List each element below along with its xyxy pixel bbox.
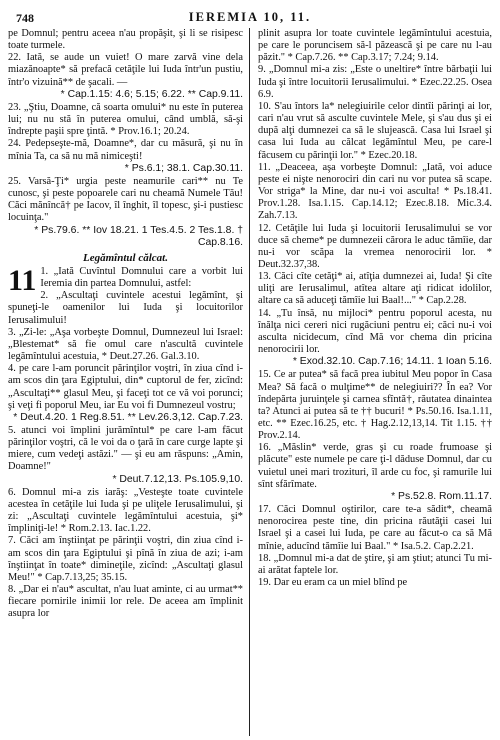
verse-paragraph: 14. „Tu însă, nu mijloci* pentru poporul acesta, nu înălţa nici cereri nici rugăciuni pentru ei; căci nu-i voi asculta nicidecum, cînd Mă vor chema din pricina nenorocirii lor. bbox=[258, 307, 492, 356]
verse-paragraph: 12. Cetăţile lui Iuda şi locuitorii Ierusalimului se vor duce să cheme* pe dumnezeii cărora le aduc tămîie, dar nu-i vor scăpa la vremea nenorocirii lor. * Deut.32.37,38. bbox=[258, 222, 492, 270]
verse-paragraph: 8. „Dar ei n'au* ascultat, n'au luat aminte, ci au urmat** fiecare pornirile inimii lor rele. De aceea am împlinit asupra lor bbox=[8, 584, 243, 620]
verse-paragraph: 10. S'au întors la* nelegiuirile celor dintîi părinţi ai lor, cari n'au vrut să asculte cuvintele Mele, şi s'au dus şi ei după alţi dumnezei ca să le slujească. Casa lui Israel şi casa lui Iuda au călcat legămîntul Meu, pe care-l făcusem cu părinţii lor." * Ezec.20.18. bbox=[258, 100, 492, 161]
cross-reference: * Deut.7.12,13. Ps.105.9,10. bbox=[112, 473, 243, 485]
chapter-number: 11 bbox=[8, 263, 37, 297]
page-header bbox=[10, 10, 490, 26]
verse-paragraph: 24. Pedepseşte-mă, Doamne*, dar cu măsură, şi nu în mînia Ta, ca să nu mă nimiceşti! bbox=[8, 138, 243, 162]
right-column bbox=[250, 28, 492, 736]
verse-paragraph: 7. Căci am înştiinţat pe părinţii voştri, din ziua cînd i-am scos din ţara Egiptului şi pînă în ziua de azi; i-am înştiinţat în toate* dimineţile, zicînd: „Ascultaţi glasul Meu!" * Cap.7.13,25; 35.15. bbox=[8, 535, 243, 583]
verse-paragraph: 19. Dar eu eram ca un miel blînd pe bbox=[258, 577, 408, 589]
verse-paragraph: 2. „Ascultaţi cuvintele acestui legămînt, şi spuneţi-le oamenilor lui Iuda şi locuitorilor Ierusalimului! bbox=[8, 290, 243, 326]
verse-paragraph: 18. „Domnul mi-a dat de ştire, şi am ştiut; atunci Tu mi-ai arătat faptele lor. bbox=[258, 552, 492, 576]
verse-paragraph: 25. Varsă-Ţi* urgia peste neamurile cari** nu Te cunosc, şi peste popoarele cari nu cheamă Numele Tău! Căci mănîncă† pe Iacov, îl înghit, îl topesc, şi-i pustiesc locuinţa." bbox=[8, 175, 243, 224]
verse-paragraph: pe Domnul; pentru aceea n'au propăşit, şi li se risipesc toate turmele. bbox=[8, 28, 243, 52]
verse-paragraph: 16. „Măslin* verde, gras şi cu roade frumoase şi plăcute" este numele pe care ţi-l dăduse Domnul, dar cu vuietul unei mari trozituri, îl arde cu foc, şi ramurile lui sînt sfărîmate. bbox=[258, 442, 492, 490]
verse-paragraph: 6. Domnul mi-a zis iarăş: „Vesteşte toate cuvintele acestea în cetăţile lui Iuda şi pe uliţele Ierusalimului, şi zi: „Ascultaţi cuvintele legămîntului acestuia, şi* împliniţi-le! * Rom.2.13. Iac.1.22. bbox=[8, 486, 243, 535]
left-column bbox=[8, 28, 250, 736]
verse-paragraph: 22. Iată, se aude un vuiet! O mare zarvă vine dela miazănoapte* să prefacă cetăţile lui Iuda într'un pustiu, într'o vizuină** de şacali. — bbox=[8, 52, 243, 88]
verse-paragraph: 9. „Domnul mi-a zis: „Este o uneltire* între bărbaţii lui Iuda şi între locuitorii Ierusalimului. * Ezec.22.25. Osea 6.9. bbox=[258, 64, 492, 100]
running-title: IEREMIA 10, 11. bbox=[188, 10, 312, 24]
verse-paragraph: 17. Căci Domnul oştirilor, care te-a sădit*, cheamă nenorocirea peste tine, din pricina răutăţii casei lui Israel şi a casei lui Iuda, pe care au făcut-o ca să Mă mînie, aducînd tămîie lui Baal." * Isa.5.2. Cap.2.21. bbox=[258, 504, 492, 552]
section-title: Legămîntul călcat. bbox=[83, 251, 168, 264]
cross-reference: * Cap.1.15: 4.6; 5.15; 6.22. ** Cap.9.11. bbox=[60, 88, 243, 100]
cross-reference: * Ps.6.1; 38.1. Cap.30.11. bbox=[124, 162, 243, 174]
verse-paragraph: 5. atunci voi împlini jurămîntul* pe care l-am făcut părinţilor voştri, că le voi da o ţară în care curge lapte şi miere, cum vedeţi astăzi." — şi eu am răspuns: „Amin, Doamne!" bbox=[8, 425, 243, 473]
verse-paragraph: 13. Căci cîte cetăţi* ai, atîţia dumnezei ai, Iuda! Şi cîte uliţi are Ierusalimul, atîtea altare aţi ridicat idolilor, altare ca să aduceţi tămîie lui Baal!..." * Cap.2.28. bbox=[258, 271, 492, 307]
cross-reference: * Exod.32.10. Cap.7.16; 14.11. 1 Ioan 5.16. bbox=[292, 356, 492, 368]
verse-paragraph: 11. „Deaceea, aşa vorbeşte Domnul: „Iată, voi aduce peste ei nişte nenorociri din cari nu vor putea să scape. Vor striga* la Mine, dar nu-i voi asculta! * Ps.18.41. Prov.1.28. Isa.1.15. Cap.14.12; Ezec.8.18. Mic.3.4. Zah.7.13. bbox=[258, 161, 492, 222]
page-number: 748 bbox=[16, 11, 34, 25]
cross-reference: * Deut.4.20. 1 Reg.8.51. ** Lev.26.3,12. Cap.7.23. bbox=[13, 411, 243, 423]
chapter-start bbox=[8, 263, 243, 297]
verse-text: 1. „Iată Cuvîntul Domnului care a vorbit lui Ieremia din partea Domnului, astfel: bbox=[40, 265, 243, 290]
cross-reference: * Ps.52.8. Rom.11.17. bbox=[391, 490, 492, 502]
verse-paragraph: 23. „Ştiu, Doamne, că soarta omului* nu este în puterea lui; nu nu stă în puterea omului, când umblă, să-şi îndrepte paşii spre ţintă. * Prov.16.1; 20.24. bbox=[8, 101, 243, 138]
verse-paragraph: 15. Ce ar putea* să facă prea iubitul Meu popor în Casa Mea? Să facă o mulţime** de nelegiuiri?? În ea? Vor îndepărta juruinţele şi carnea sfîntă†, răutatea dinaintea ta? Atunci ai putea să te †† bucuri! * Ps.50.16. Isa.1.11, etc. ** Ezec.16.25, etc. † Hag.2.12,13,14. Tit 1.15. †† Prov.2.14. bbox=[258, 369, 492, 442]
cross-reference: * Ps.79.6. ** Iov 18.21. 1 Tes.4.5. 2 Tes.1.8. † Cap.8.16. bbox=[34, 224, 243, 248]
verse-paragraph: 3. „Zi-le: „Aşa vorbeşte Domnul, Dumnezeul lui Israel: „Blestemat* să fie omul care n'ascultă cuvintele legămîntului acestuia, * Deut.27.26. Gal.3.10. bbox=[8, 326, 243, 363]
verse-paragraph: 4. pe care l-am poruncit părinţilor voştri, în ziua cînd i-am scos din ţara Egiptului, din* cuptorul de fer, zicînd: „Ascultaţi** glasul Meu, şi faceţi tot ce vă voi porunci; şi veţi fi poporul Meu, iar Eu voi fi Dumnezeul vostru; bbox=[8, 363, 243, 411]
verse-paragraph: plinit asupra lor toate cuvintele legămîntului acestuia, pe care le poruncisem să-l păzească şi pe care nu l-au păzit." * Cap.7.26. ** Cap.3.17; 7.24; 9.14. bbox=[258, 28, 492, 64]
text-columns bbox=[8, 28, 492, 736]
